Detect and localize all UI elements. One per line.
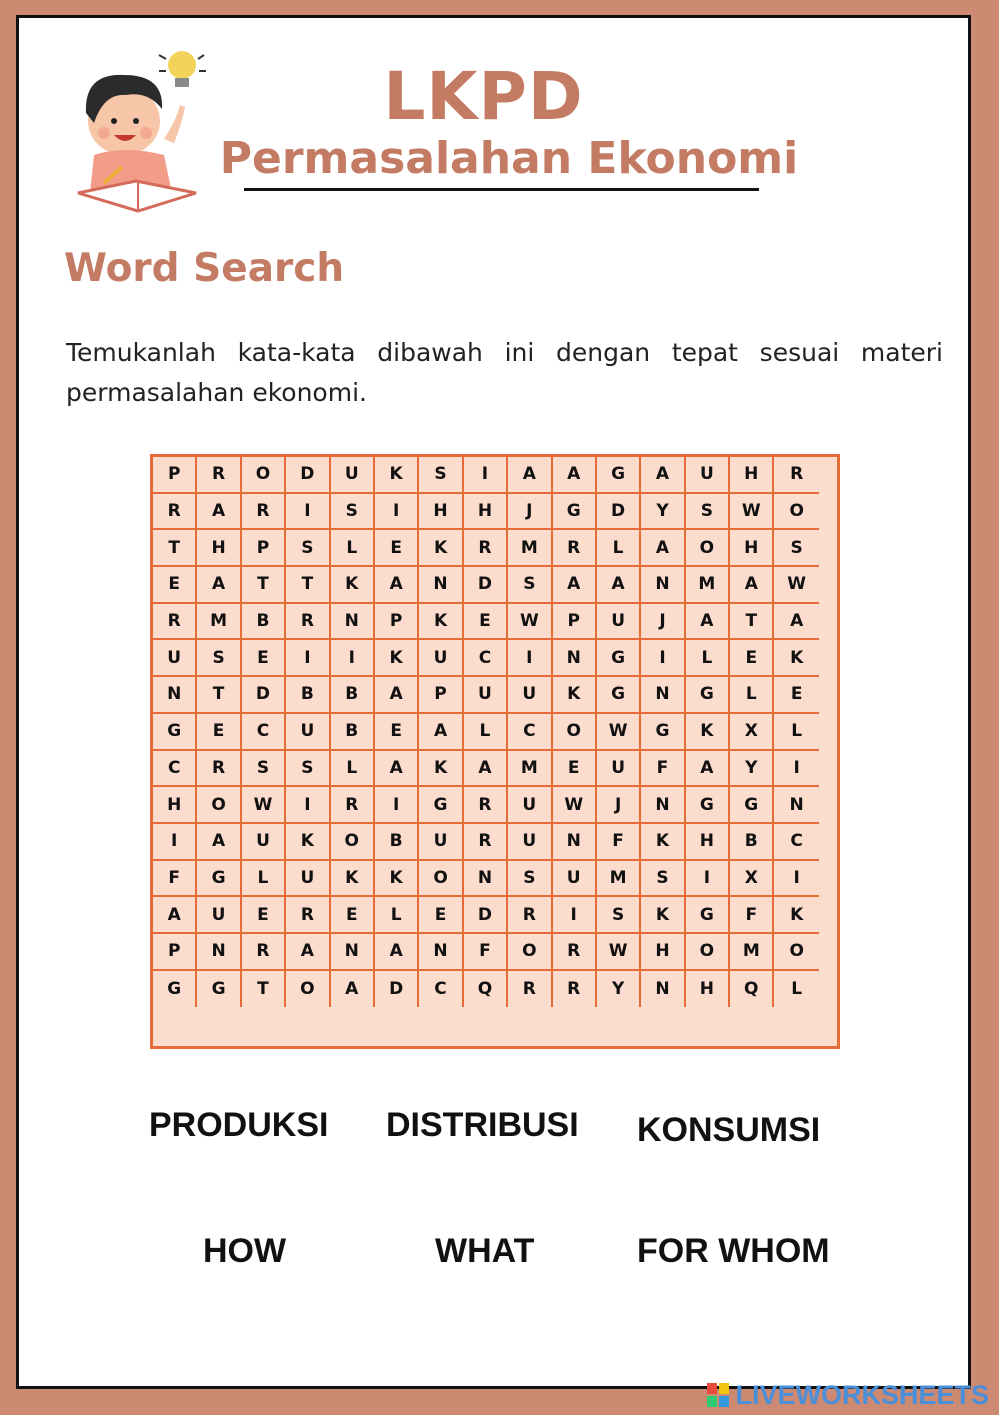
grid-cell[interactable]: I	[774, 861, 818, 898]
grid-cell[interactable]: S	[774, 530, 818, 567]
word-list-item: WHAT	[435, 1232, 535, 1270]
grid-cell[interactable]: C	[153, 751, 197, 788]
grid-cell[interactable]: L	[730, 677, 774, 714]
word-list-item: HOW	[203, 1232, 287, 1270]
grid-cell[interactable]: M	[508, 751, 552, 788]
grid-cell[interactable]: H	[464, 494, 508, 531]
grid-cell[interactable]: S	[331, 494, 375, 531]
grid-cell[interactable]: R	[508, 897, 552, 934]
grid-cell[interactable]: Y	[597, 971, 641, 1008]
grid-cell[interactable]: R	[286, 604, 330, 641]
grid-cell[interactable]: P	[153, 457, 197, 494]
grid-cell[interactable]: M	[597, 861, 641, 898]
grid-cell[interactable]: J	[508, 494, 552, 531]
worksheet-page	[16, 15, 971, 1389]
grid-cell[interactable]: F	[153, 861, 197, 898]
section-heading: Word Search	[64, 246, 345, 291]
grid-cell[interactable]: U	[597, 751, 641, 788]
grid-cell[interactable]: N	[553, 824, 597, 861]
grid-cell[interactable]: G	[419, 787, 463, 824]
grid-cell[interactable]: N	[419, 934, 463, 971]
grid-cell[interactable]: L	[331, 530, 375, 567]
grid-cell[interactable]: F	[597, 824, 641, 861]
grid-cell[interactable]: P	[242, 530, 286, 567]
grid-cell[interactable]: R	[553, 971, 597, 1008]
grid-cell[interactable]: A	[375, 751, 419, 788]
grid-cell[interactable]: R	[153, 604, 197, 641]
grid-cell[interactable]: U	[508, 824, 552, 861]
grid-cell[interactable]: L	[464, 714, 508, 751]
grid-cell[interactable]: G	[686, 677, 730, 714]
grid-cell[interactable]: I	[774, 751, 818, 788]
grid-cell[interactable]: N	[641, 567, 685, 604]
grid-cell[interactable]: N	[331, 604, 375, 641]
grid-cell[interactable]: G	[553, 494, 597, 531]
grid-cell[interactable]: N	[153, 677, 197, 714]
word-search-grid[interactable]	[150, 454, 840, 1049]
grid-cell[interactable]: K	[375, 640, 419, 677]
grid-cell[interactable]: K	[286, 824, 330, 861]
grid-cell[interactable]: R	[242, 934, 286, 971]
grid-cell[interactable]: C	[419, 971, 463, 1008]
grid-cell[interactable]: E	[153, 567, 197, 604]
grid-cell[interactable]: M	[508, 530, 552, 567]
grid-cell[interactable]: O	[508, 934, 552, 971]
grid-cell[interactable]: I	[641, 640, 685, 677]
page-title: LKPD	[383, 58, 584, 135]
grid-cell[interactable]: A	[641, 530, 685, 567]
grid-cell[interactable]: O	[286, 971, 330, 1008]
grid-cell[interactable]: A	[419, 714, 463, 751]
grid-cell[interactable]: K	[331, 861, 375, 898]
grid-cell[interactable]: E	[375, 530, 419, 567]
grid-cell[interactable]: A	[197, 567, 241, 604]
grid-cell[interactable]: R	[464, 787, 508, 824]
grid-cell[interactable]: K	[419, 530, 463, 567]
grid-cell[interactable]: S	[508, 567, 552, 604]
grid-cell[interactable]: A	[375, 677, 419, 714]
grid-cell[interactable]: M	[686, 567, 730, 604]
grid-cell[interactable]: L	[686, 640, 730, 677]
grid-cell[interactable]: A	[153, 897, 197, 934]
grid-cell[interactable]: P	[553, 604, 597, 641]
grid-cell[interactable]: E	[375, 714, 419, 751]
grid-cell[interactable]: O	[197, 787, 241, 824]
grid-cell[interactable]: E	[553, 751, 597, 788]
grid-cell[interactable]: T	[197, 677, 241, 714]
grid-cell[interactable]: U	[464, 677, 508, 714]
word-list-item: KONSUMSI	[637, 1111, 821, 1149]
grid-cell[interactable]: T	[242, 567, 286, 604]
grid-cell[interactable]: N	[464, 861, 508, 898]
grid-cell[interactable]: Y	[730, 751, 774, 788]
grid-cell[interactable]: H	[419, 494, 463, 531]
grid-cell[interactable]: R	[197, 457, 241, 494]
grid-cell[interactable]: S	[508, 861, 552, 898]
grid-cell[interactable]: U	[197, 897, 241, 934]
grid-cell[interactable]: A	[686, 751, 730, 788]
grid-cell[interactable]: W	[597, 714, 641, 751]
grid-cell[interactable]: D	[286, 457, 330, 494]
grid-cell[interactable]: E	[419, 897, 463, 934]
grid-cell[interactable]: L	[774, 714, 818, 751]
grid-cell[interactable]: S	[641, 861, 685, 898]
grid-cell[interactable]: I	[286, 494, 330, 531]
grid-cell[interactable]: X	[730, 714, 774, 751]
grid-cell[interactable]: A	[375, 934, 419, 971]
grid-cell[interactable]: D	[242, 677, 286, 714]
grid-cell[interactable]: G	[641, 714, 685, 751]
grid-cell[interactable]: Y	[641, 494, 685, 531]
grid-cell[interactable]: E	[242, 897, 286, 934]
grid-cell[interactable]: G	[686, 787, 730, 824]
grid-cell[interactable]: C	[464, 640, 508, 677]
grid-cell[interactable]: R	[464, 530, 508, 567]
grid-cell[interactable]: H	[730, 530, 774, 567]
grid-cell[interactable]: A	[331, 971, 375, 1008]
grid-cell[interactable]: R	[553, 530, 597, 567]
grid-cell[interactable]: L	[242, 861, 286, 898]
grid-cell[interactable]: F	[464, 934, 508, 971]
grid-cell[interactable]: R	[508, 971, 552, 1008]
grid-cell[interactable]: I	[153, 824, 197, 861]
grid-cell[interactable]: W	[774, 567, 818, 604]
grid-cell[interactable]: W	[597, 934, 641, 971]
grid-cell[interactable]: K	[774, 897, 818, 934]
grid-cell[interactable]: S	[286, 751, 330, 788]
grid-cell[interactable]: U	[553, 861, 597, 898]
grid-cell[interactable]: P	[419, 677, 463, 714]
grid-cell[interactable]: U	[286, 861, 330, 898]
grid-cell[interactable]: G	[597, 640, 641, 677]
word-list-item: DISTRIBUSI	[386, 1106, 579, 1144]
grid-cell[interactable]: K	[774, 640, 818, 677]
instruction-text: Temukanlah kata-kata dibawah ini dengan tepat sesuai materi permasalahan ekonomi.	[66, 338, 943, 407]
grid-cell[interactable]: P	[375, 604, 419, 641]
grid-cell[interactable]: B	[286, 677, 330, 714]
grid-cell[interactable]: U	[508, 677, 552, 714]
grid-cell[interactable]: G	[197, 861, 241, 898]
grid-cell[interactable]: A	[553, 457, 597, 494]
grid-cell[interactable]: A	[686, 604, 730, 641]
grid-cell[interactable]: I	[686, 861, 730, 898]
grid-cell[interactable]: R	[153, 494, 197, 531]
grid-cell[interactable]: F	[730, 897, 774, 934]
grid-cell[interactable]: G	[197, 971, 241, 1008]
grid-cell[interactable]: N	[641, 787, 685, 824]
grid-cell[interactable]: T	[242, 971, 286, 1008]
grid-cell[interactable]: N	[553, 640, 597, 677]
grid-cell[interactable]: M	[197, 604, 241, 641]
grid-cell[interactable]: N	[641, 677, 685, 714]
grid-cell[interactable]: B	[375, 824, 419, 861]
grid-cell[interactable]: T	[730, 604, 774, 641]
grid-cell[interactable]: E	[331, 897, 375, 934]
grid-cell[interactable]: E	[197, 714, 241, 751]
grid-cell[interactable]: U	[331, 457, 375, 494]
grid-cell[interactable]: H	[641, 934, 685, 971]
grid-cell[interactable]: S	[686, 494, 730, 531]
grid-cell[interactable]: U	[153, 640, 197, 677]
grid-cell[interactable]: K	[641, 824, 685, 861]
grid-cell[interactable]: O	[774, 494, 818, 531]
grid-cell[interactable]: B	[242, 604, 286, 641]
grid-cell[interactable]: F	[641, 751, 685, 788]
grid-cell[interactable]: R	[774, 457, 818, 494]
grid-cell[interactable]: B	[331, 677, 375, 714]
grid-cell[interactable]: U	[597, 604, 641, 641]
grid-cell[interactable]: E	[242, 640, 286, 677]
grid-cell[interactable]: R	[553, 934, 597, 971]
grid-cell[interactable]: W	[730, 494, 774, 531]
grid-cell[interactable]: A	[641, 457, 685, 494]
grid-cell[interactable]: I	[553, 897, 597, 934]
grid-cell[interactable]: K	[553, 677, 597, 714]
grid-cell[interactable]: N	[774, 787, 818, 824]
word-list-item: FOR WHOM	[637, 1232, 830, 1270]
grid-cell[interactable]: Q	[464, 971, 508, 1008]
page-subtitle: Permasalahan Ekonomi	[219, 133, 799, 184]
grid-cell[interactable]: C	[774, 824, 818, 861]
grid-cell[interactable]: A	[197, 494, 241, 531]
grid-cell[interactable]: D	[375, 971, 419, 1008]
grid-cell[interactable]: T	[286, 567, 330, 604]
grid-cell[interactable]: H	[686, 824, 730, 861]
grid-cell[interactable]: O	[686, 934, 730, 971]
grid-cell[interactable]: O	[774, 934, 818, 971]
grid-cell[interactable]: E	[464, 604, 508, 641]
grid-cell[interactable]: L	[791, 978, 803, 999]
grid-cell[interactable]: L	[331, 751, 375, 788]
grid-cell[interactable]: K	[331, 567, 375, 604]
grid-cell[interactable]: U	[286, 714, 330, 751]
grid-cell[interactable]: D	[464, 567, 508, 604]
grid-cell[interactable]: A	[730, 567, 774, 604]
grid-cell[interactable]: S	[197, 640, 241, 677]
grid-cell[interactable]: R	[464, 824, 508, 861]
grid-cell[interactable]: D	[464, 897, 508, 934]
grid-cell[interactable]: N	[419, 567, 463, 604]
grid-cell[interactable]: S	[597, 897, 641, 934]
grid-cell[interactable]: J	[597, 787, 641, 824]
grid-cell[interactable]: W	[242, 787, 286, 824]
grid-cell[interactable]: A	[508, 457, 552, 494]
grid-cell[interactable]: T	[153, 530, 197, 567]
grid-cell[interactable]: P	[153, 934, 197, 971]
grid-cell[interactable]: U	[242, 824, 286, 861]
grid-cell[interactable]: K	[641, 897, 685, 934]
grid-cell[interactable]: K	[419, 751, 463, 788]
grid-cell[interactable]: H	[197, 530, 241, 567]
grid-cell[interactable]: R	[197, 751, 241, 788]
grid-cell[interactable]: K	[686, 714, 730, 751]
grid-cell[interactable]: B	[331, 714, 375, 751]
grid-cell[interactable]: N	[641, 971, 685, 1008]
grid-cell[interactable]: L	[597, 530, 641, 567]
grid-cell[interactable]: I	[286, 787, 330, 824]
grid-cell[interactable]: G	[730, 787, 774, 824]
grid-cell[interactable]: U	[508, 787, 552, 824]
liveworksheets-logo[interactable]	[707, 1380, 989, 1410]
grid-cell[interactable]: A	[375, 567, 419, 604]
grid-cell[interactable]: X	[730, 861, 774, 898]
grid-cell[interactable]: A	[553, 567, 597, 604]
grid-cell[interactable]: G	[597, 677, 641, 714]
grid-cell[interactable]: O	[419, 861, 463, 898]
grid-cell[interactable]: R	[242, 494, 286, 531]
logo-icon	[707, 1383, 729, 1407]
grid-cell[interactable]: O	[242, 457, 286, 494]
grid-cell[interactable]: O	[331, 824, 375, 861]
grid-cell[interactable]: K	[375, 457, 419, 494]
grid-cell[interactable]: U	[419, 824, 463, 861]
grid-cell[interactable]: J	[641, 604, 685, 641]
grid-cell[interactable]: O	[553, 714, 597, 751]
grid-cell[interactable]: H	[153, 787, 197, 824]
title-divider	[244, 188, 759, 191]
grid-cell[interactable]: R	[286, 897, 330, 934]
grid-cell[interactable]: U	[419, 640, 463, 677]
grid-cell[interactable]: A	[464, 751, 508, 788]
grid-cell[interactable]: S	[419, 457, 463, 494]
grid-cell[interactable]: I	[508, 640, 552, 677]
grid-cell[interactable]: N	[197, 934, 241, 971]
grid-cell[interactable]: M	[730, 934, 774, 971]
grid-cell[interactable]: W	[508, 604, 552, 641]
grid-cell[interactable]: A	[597, 567, 641, 604]
grid-cell[interactable]: G	[153, 714, 197, 751]
grid-cell[interactable]: B	[730, 824, 774, 861]
grid-cell[interactable]: N	[331, 934, 375, 971]
grid-cell[interactable]: G	[597, 457, 641, 494]
grid-cell[interactable]: A	[197, 824, 241, 861]
grid-cell[interactable]: I	[375, 494, 419, 531]
grid-cell[interactable]: K	[375, 861, 419, 898]
grid-cell[interactable]: I	[375, 787, 419, 824]
grid-cell[interactable]: K	[419, 604, 463, 641]
word-list-item: PRODUKSI	[149, 1106, 329, 1144]
grid-cell[interactable]: Q	[730, 971, 774, 1008]
grid-cell[interactable]: U	[686, 457, 730, 494]
grid-cell[interactable]: S	[242, 751, 286, 788]
grid-cell[interactable]: G	[686, 897, 730, 934]
grid-cell[interactable]: H	[730, 457, 774, 494]
grid-cell[interactable]: I	[331, 640, 375, 677]
logo-text: LIVEWORKSHEETS	[735, 1379, 989, 1410]
grid-cell[interactable]: I	[286, 640, 330, 677]
grid-cell[interactable]: D	[597, 494, 641, 531]
grid-cell[interactable]: H	[686, 971, 730, 1008]
grid-cell[interactable]: C	[508, 714, 552, 751]
grid-cell[interactable]: A	[774, 604, 818, 641]
grid-cell[interactable]: W	[553, 787, 597, 824]
grid-cell[interactable]: A	[286, 934, 330, 971]
grid-cell[interactable]: S	[286, 530, 330, 567]
grid-cell[interactable]: E	[730, 640, 774, 677]
grid-cell[interactable]: I	[464, 457, 508, 494]
grid-cell[interactable]: R	[331, 787, 375, 824]
grid-cell[interactable]: L	[375, 897, 419, 934]
grid-cell[interactable]: C	[242, 714, 286, 751]
grid-cell[interactable]: E	[774, 677, 818, 714]
grid-cell[interactable]: G	[153, 971, 197, 1008]
grid-cell[interactable]: O	[686, 530, 730, 567]
